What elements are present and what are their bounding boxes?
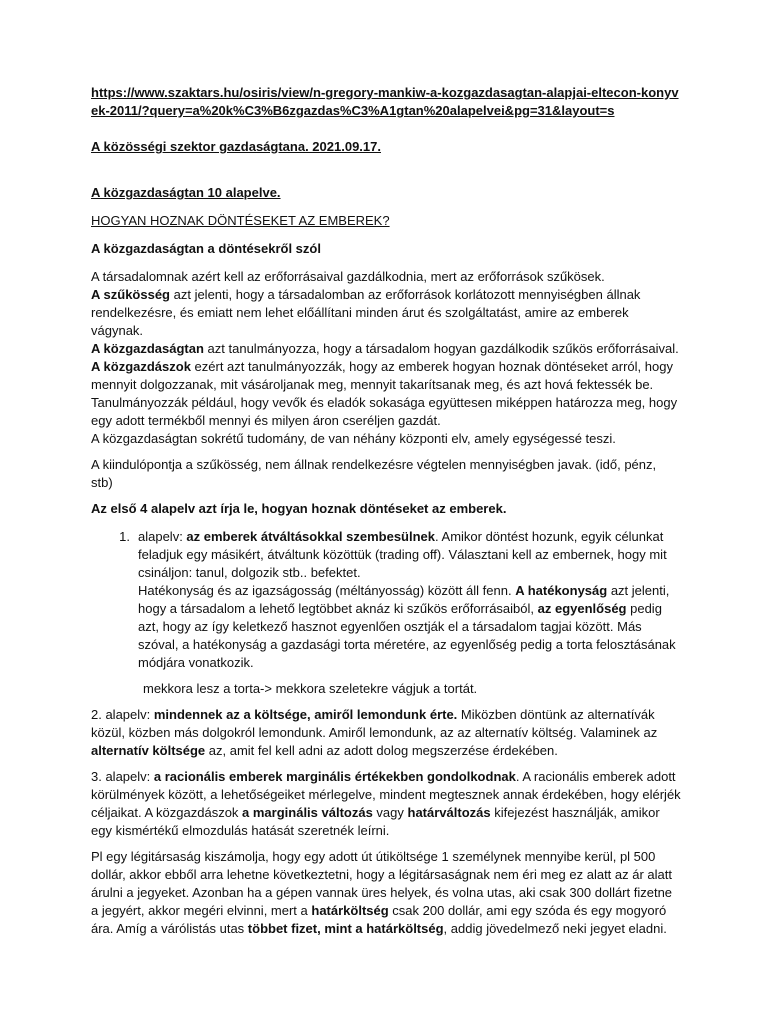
airline-example-paragraph <box>91 848 681 938</box>
term-hatarvaltozas: határváltozás <box>407 805 491 820</box>
principle-label: 3. alapelv: <box>91 769 154 784</box>
list-item <box>91 528 681 672</box>
principle-1-title: az emberek átváltásokkal szembesülnek <box>186 529 436 544</box>
example-text: Pl egy légitársaság kiszámolja, hogy egy adott út útiköltsége 1 személynek mennyibe kerül, pl 500 dollár, akkor ebből arra lehetne következtetni, hogy a légitársaságnak nem éri meg ez alatt az ár alatt árulni a jegyeket. Azonban ha a gépen vannak üres helyek, és volna utas, aki csak 300 dollárt fizetne a jegyért, akkor megéri elvinni, mert a <box>91 849 673 918</box>
principle-text: . Amikor döntést hozunk, egyik célunkat feladjuk egy másikért, átváltunk közöttük (trading off). Választani kell az embernek, hogy mit csináljon: tanul, dolgozik stb.. befektet. <box>138 529 667 580</box>
term-kozgazdasagtan: A közgazdaságtan <box>91 341 204 356</box>
document-title: A közgazdaságtan 10 alapelve. <box>91 185 281 200</box>
intro-paragraph <box>91 268 681 448</box>
cake-note: mekkora lesz a torta-> mekkora szeletekre vágjuk a tortát. <box>143 681 478 696</box>
principle-1-text <box>138 528 681 672</box>
principle-text: az, amit fel kell adni az adott dolog megszerzése érdekében. <box>205 743 558 758</box>
source-link[interactable]: https://www.szaktars.hu/osiris/view/n-gregory-mankiw-a-kozgazdasagtan-alapjai-eltecon-konyvek-2011/?query=a%20k%C3%B6zgazdas%C3%A1gtan%20alapelvei&pg=31&layout=s <box>91 85 679 118</box>
subheading: A közgazdaságtan a döntésekről szól <box>91 241 321 256</box>
course-subject: A közösségi szektor gazdaságtana. 2021.09.17. <box>91 139 381 154</box>
term-alternativ-koltseg: alternatív költsége <box>91 743 206 758</box>
principle-2-paragraph <box>91 706 681 760</box>
principle-label: alapelv: <box>138 529 187 544</box>
intro-text: ezért azt tanulmányozzák, hogy az emberek hogyan hoznak döntéseket arról, hogy mennyit dolgozzanak, mit vásároljanak meg, mennyit takarítsanak meg, és azt hová fektessék be. Tanulmányozzák például, hogy vevők és eladók sokasága együttesen miképpen határozza meg, hogy egy adott termékből mennyi és milyen áron cseréljen gazdát. <box>91 359 678 428</box>
intro-text: A társadalomnak azért kell az erőforrásaival gazdálkodnia, mert az erőforrások szűkösek. <box>91 269 605 284</box>
principle-text: pedig azt, hogy az így keletkező hasznot egyenlően osztják el a társadalom tagjai között. Más szóval, a hatékonyság a gazdasági torta méretére, az egyenlőség pedig a torta felosztásának módjára vonatkozik. <box>138 601 676 670</box>
term-szukosseg: A szűkösség <box>91 287 170 302</box>
principle-text: kifejezést használják, amikor egy kismértékű elmozdulás hatását szeretnék leírni. <box>91 805 660 838</box>
list-number: 1. <box>119 529 130 544</box>
example-text: csak 200 dollár, ami egy szóda és egy mogyoró ára. Amíg a várólistás utas <box>91 903 667 936</box>
document-page <box>91 84 681 946</box>
term-egyenloseg: az egyenlőség <box>537 601 627 616</box>
intro-text: A közgazdaságtan sokrétű tudomány, de van néhány központi elv, amely egységessé teszi. <box>91 431 616 446</box>
principles-heading: Az első 4 alapelv azt írja le, hogyan hoznak döntéseket az emberek. <box>91 501 507 516</box>
principle-3-title: a racionális emberek marginális értékekben gondolkodnak <box>153 769 516 784</box>
principle-3-paragraph <box>91 768 681 840</box>
principle-text: . A racionális emberek adott körülmények között, a lehetőségeiket mérlegelve, mindent megtesznek annak érdekében, hogy elérjék céljaikat. A közgazdászok <box>91 769 681 820</box>
term-tobbet-fizet: többet fizet, mint a határköltség <box>247 921 444 936</box>
principle-text: azt jelenti, hogy a társadalom a lehető legtöbbet aknáz ki szűkös erőforrásaiból, <box>138 583 670 616</box>
principle-label: 2. alapelv: <box>91 707 154 722</box>
principle-2-title: mindennek az a költsége, amiről lemondunk érte. <box>153 707 458 722</box>
term-hatekonysag: A hatékonyság <box>515 583 608 598</box>
term-marginalis-valtozas: a marginális változás <box>242 805 373 820</box>
term-hatarkoltseg: határköltség <box>311 903 389 918</box>
principle-text: Hatékonyság és az igazságosság (méltányosság) között áll fenn. <box>138 583 516 598</box>
principle-text: vagy <box>372 805 408 820</box>
example-text: , addig jövedelmező neki jegyet eladni. <box>443 921 667 936</box>
section-heading: HOGYAN HOZNAK DÖNTÉSEKET AZ EMBEREK? <box>91 213 390 228</box>
intro-text: azt jelenti, hogy a társadalomban az erőforrások korlátozott mennyiségben állnak rendelkezésre, és emiatt nem lehet előállítani minden árut és szolgáltatást, amire az emberek vágynak. <box>91 287 641 338</box>
scarcity-paragraph: A kiindulópontja a szűkösség, nem állnak rendelkezésre végtelen mennyiségben javak. (idő, pénz, stb) <box>91 457 657 490</box>
principle-text: Miközben döntünk az alternatívák közül, közben más dolgokról lemondunk. Amiről lemondunk, az az alternatív költség. Valaminek az <box>91 707 658 740</box>
intro-text: azt tanulmányozza, hogy a társadalom hogyan gazdálkodik szűkös erőforrásaival. <box>203 341 679 356</box>
term-kozgazdaszok: A közgazdászok <box>91 359 191 374</box>
